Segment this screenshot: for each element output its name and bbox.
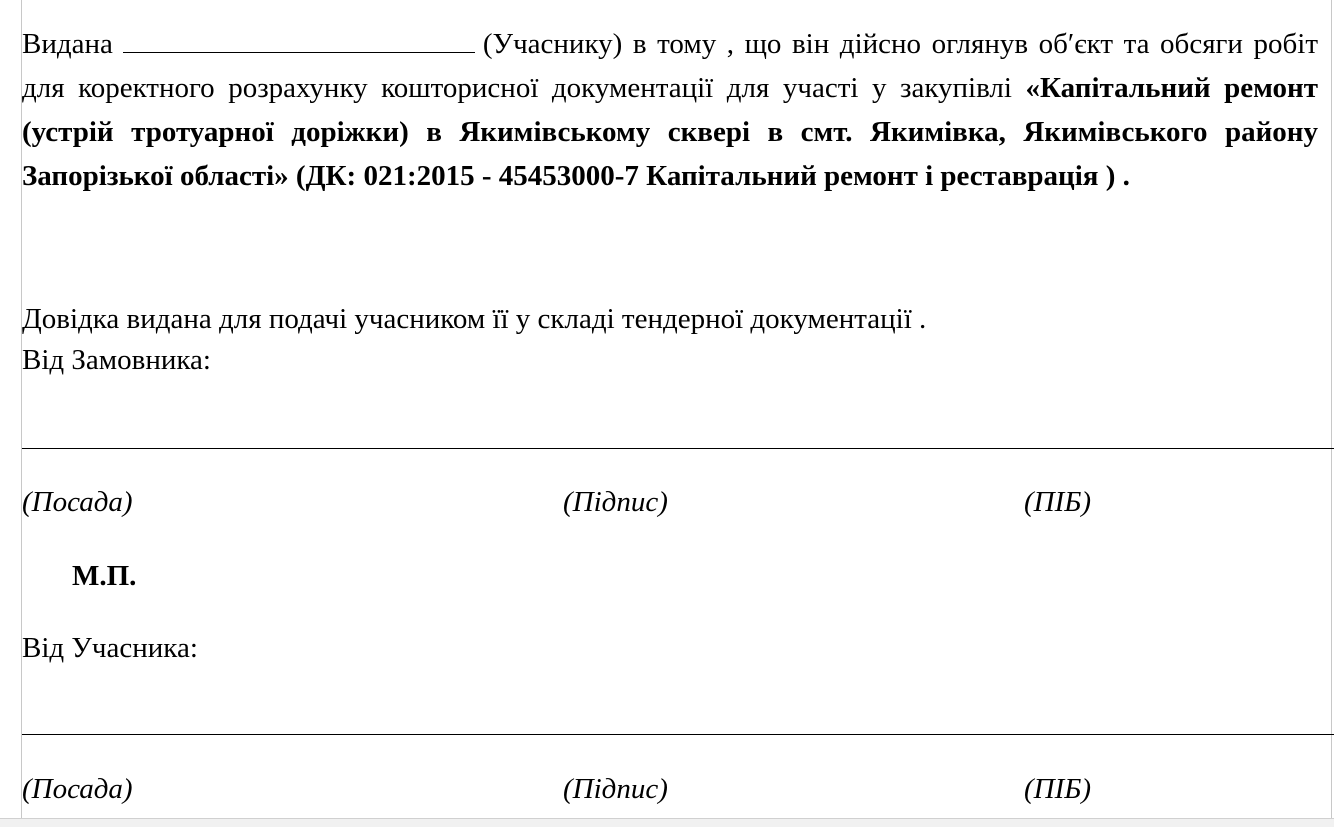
participant-signature-line	[22, 734, 1334, 735]
customer-label: Від Замовника:	[22, 344, 211, 376]
participant-label: Від Учасника:	[22, 632, 198, 664]
participant-name-label: (ПІБ)	[1024, 773, 1092, 805]
participant-signature-labels	[22, 769, 1318, 809]
submission-note: Довідка видана для подачі учасником її у складі тендерної документації .	[22, 303, 927, 335]
procurement-subject: «Капітальний ремонт (устрій тротуарної доріжки) в Якимівському сквері в смт. Якимівка, Якимівського району Запорізької області» (ДК: 021:2015 - 45453000-7 Капітальний ремонт і реставрація ) .	[22, 72, 1318, 192]
stamp-label: М.П.	[72, 560, 137, 592]
participant-signature-label: (Підпис)	[563, 773, 668, 805]
customer-signature-label: (Підпис)	[563, 486, 668, 518]
page-right-edge	[1331, 0, 1332, 818]
customer-signature-line	[22, 448, 1334, 449]
issued-word: Видана	[22, 28, 113, 60]
customer-name-label: (ПІБ)	[1024, 486, 1092, 518]
customer-position-label: (Посада)	[22, 486, 133, 518]
customer-signature-labels	[22, 482, 1318, 522]
participant-name-blank[interactable]	[123, 30, 475, 53]
document-body	[22, 22, 1318, 198]
certificate-paragraph	[22, 22, 1318, 198]
participant-position-label: (Посада)	[22, 773, 133, 805]
certificate-text: (Учаснику) в тому , що він дійсно оглянув об′єкт та обсяги робіт для коректного розрахунку кошторисної документації для участі у закупівлі	[22, 28, 1318, 104]
